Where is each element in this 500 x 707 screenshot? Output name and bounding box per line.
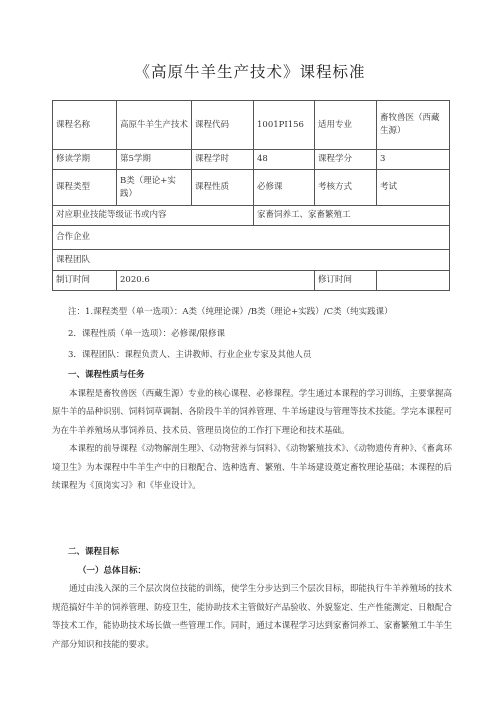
table-notes — [68, 302, 393, 367]
type-label: 课程类型 — [53, 170, 117, 206]
note-item: 注：1.课程类型（单一选项）：A类（纯理论课）/B类（理论+实践）/C类（纯实践课） — [68, 307, 393, 317]
page-title: 《高原牛羊生产技术》课程标准 — [134, 63, 366, 81]
nature-label: 课程性质 — [192, 170, 254, 206]
course-info-table — [52, 100, 450, 291]
semester-value: 第5学期 — [117, 150, 192, 170]
team-label: 课程团队 — [56, 254, 91, 265]
type-value: B类（理论+实践） — [117, 170, 192, 206]
section-nature — [52, 366, 452, 496]
hours-value: 48 — [254, 150, 315, 170]
revised-label: 修订时间 — [315, 271, 377, 291]
enterprise-row — [53, 226, 450, 250]
note-item: 3．课程团队：课程负责人、主讲教师、行业企业专家及其他人员 — [68, 350, 312, 360]
paragraph: 本课程的前导课程《动物解剖生理》、《动物营养与饲料》、《动物繁殖技术》、《动物遗传育种》、《畜禽环境卫生》为本课程中牛羊生产中的日粮配合、选种选育、繁殖、牛羊场建设奠定畜牧理论基础；本课程的后续课程为《顶岗实习》和《毕业设计》。 — [52, 444, 452, 491]
course-name-value: 高原牛羊生产技术 — [117, 101, 192, 150]
assess-label: 考核方式 — [315, 170, 377, 206]
section-heading: 二、课程目标 — [68, 547, 120, 557]
cert-value: 家畜饲养工、家畜繁殖工 — [254, 206, 450, 226]
course-code-value: 1001PI156 — [254, 101, 315, 150]
nature-value: 必修课 — [254, 170, 315, 206]
cert-label: 对应职业技能等级证书或内容 — [53, 206, 254, 226]
hours-label: 课程学时 — [192, 150, 254, 170]
major-value: 畜牧兽医（西藏生源） — [377, 101, 450, 150]
paragraph: 本课程是畜牧兽医（西藏生源）专业的核心课程、必修课程。学生通过本课程的学习训练，主要掌握高原牛羊的品种识别、饲料饲草调制、各阶段牛羊的饲养管理、牛羊场建设与管理等技术技能。学完本课程可为在牛羊养殖场从事饲养员、技术员、管理员岗位的工作打下理论和技术基础。 — [52, 388, 452, 436]
enterprise-label: 合作企业 — [56, 232, 91, 242]
credits-value: 3 — [377, 150, 450, 170]
major-label: 适用专业 — [315, 101, 377, 150]
made-label: 制订时间 — [53, 271, 117, 291]
course-name-label: 课程名称 — [53, 101, 117, 150]
course-code-label: 课程代码 — [192, 101, 254, 150]
assess-value: 考试 — [377, 170, 450, 206]
paragraph: 通过由浅入深的三个层次岗位技能的训练，使学生分步达到三个层次目标，即能执行牛羊养殖场的技术规范搞好牛羊的饲养管理、防疫卫生，能协助技术主管做好产品验收、外貌鉴定、生产性能测定、日粮配合等技术工作，能协助技术场长做一些管理工作。同时，通过本课程学习达到家畜饲养工、家畜繁殖工牛羊生产部分知识和技能的要求。 — [52, 584, 452, 650]
semester-label: 修读学期 — [53, 150, 117, 170]
note-item: 2．课程性质（单一选项）：必修课/限修课 — [68, 328, 226, 339]
section-goals — [52, 543, 452, 654]
made-value: 2020.6 — [117, 271, 315, 291]
section-heading: 一、课程性质与任务 — [68, 370, 145, 380]
revised-value — [377, 271, 450, 291]
credits-label: 课程学分 — [315, 150, 377, 170]
team-row — [53, 250, 450, 271]
subsection-heading: （一）总体目标： — [78, 565, 147, 576]
